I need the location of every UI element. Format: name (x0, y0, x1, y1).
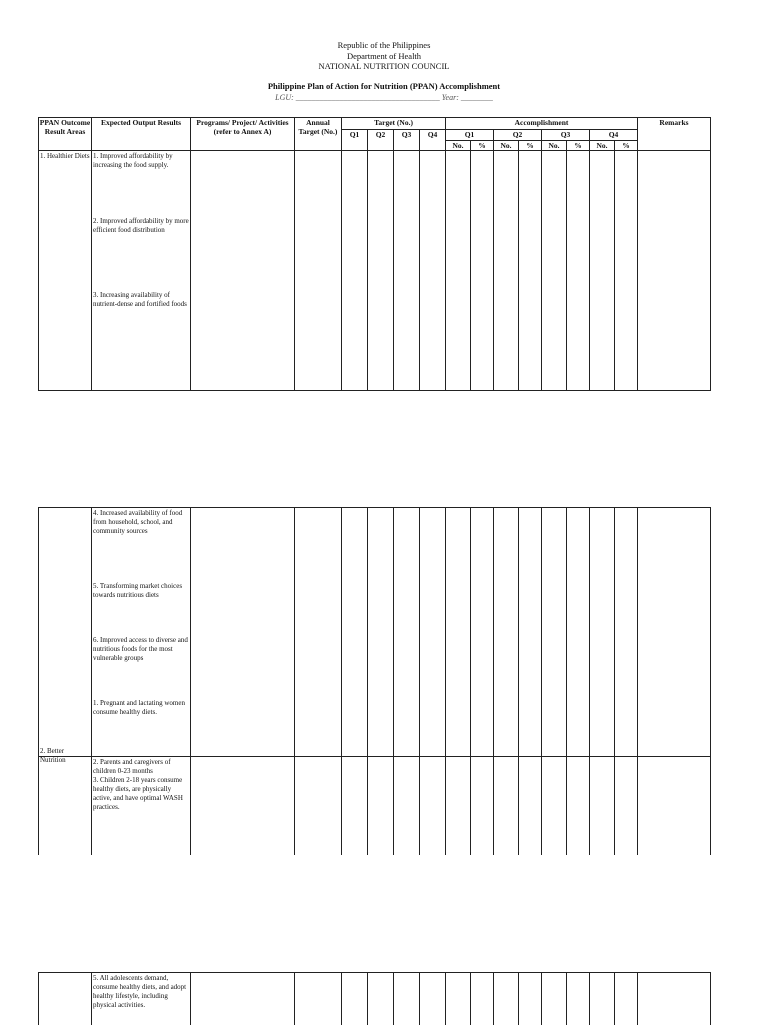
outcome-better-nutrition: 2. Better Nutrition (40, 747, 66, 764)
acc-q3-no: No. (542, 141, 567, 151)
table-row (39, 508, 711, 757)
output-item: 5. All adolescents demand, consume healthy diets, and adopt healthy lifestyle, including physical activities. (93, 974, 187, 1009)
target-q1: Q1 (342, 130, 368, 151)
col-remarks-header: Remarks (638, 118, 711, 151)
target-q2: Q2 (368, 130, 394, 151)
ppan-table-section-3 (38, 972, 711, 1025)
output-item: 1. Improved affordability by increasing the food supply. (93, 152, 173, 169)
outcome-cell (39, 151, 92, 391)
table-row (39, 973, 711, 1025)
outcome-cell (39, 973, 92, 1025)
output-item: 5. Transforming market choices towards nutritious diets (93, 582, 183, 599)
outcome-cell (39, 747, 92, 855)
col-expected-header: Expected Output Results (92, 118, 191, 151)
document-header (0, 40, 768, 103)
republic-line: Republic of the Philippines (337, 40, 431, 50)
output-item: 4. Increased availability of food from household, school, and community sources (93, 509, 183, 535)
acc-q2-no: No. (494, 141, 519, 151)
acc-q1: Q1 (446, 130, 494, 141)
output-item: 2. Parents and caregivers of children 0-23 months (93, 758, 171, 775)
table-row (39, 151, 711, 391)
expected-cell (92, 757, 191, 855)
ppan-table-section-1 (38, 117, 711, 391)
council-line: NATIONAL NUTRITION COUNCIL (318, 61, 450, 71)
acc-q2: Q2 (494, 130, 542, 141)
form-title: Philippine Plan of Action for Nutrition (PPAN) Accomplishment (267, 80, 501, 91)
col-annual-header: Annual Target (No.) (295, 118, 342, 151)
acc-q4: Q4 (590, 130, 638, 141)
acc-q3: Q3 (542, 130, 590, 141)
output-item: 3. Children 2-18 years consume healthy diets, are physically active, and have optimal WASH practices. (93, 776, 183, 811)
expected-cell (92, 973, 191, 1025)
col-programs-header: Programs/ Project/ Activities (refer to Annex A) (191, 118, 295, 151)
target-q4: Q4 (420, 130, 446, 151)
acc-q1-pct: % (471, 141, 494, 151)
lgu-year-line: LGU: ____________________________________ Year: ________ (275, 92, 493, 102)
col-accomplishment-header: Accomplishment (446, 118, 638, 130)
col-target-header: Target (No.) (342, 118, 446, 130)
expected-cell (92, 508, 191, 757)
col-outcome-header: PPAN Outcome Result Areas (39, 118, 92, 151)
outcome-healthier-diets: 1. Healthier Diets (40, 152, 90, 160)
output-item: 2. Improved affordability by more efficient food distribution (93, 217, 189, 234)
acc-q4-no: No. (590, 141, 615, 151)
acc-q3-pct: % (567, 141, 590, 151)
expected-cell (92, 151, 191, 391)
acc-q4-pct: % (615, 141, 638, 151)
acc-q2-pct: % (519, 141, 542, 151)
outcome-cell (39, 508, 92, 757)
table-row (39, 757, 711, 855)
acc-q1-no: No. (446, 141, 471, 151)
ppan-table-section-2 (38, 507, 711, 855)
output-item: 1. Pregnant and lactating women consume healthy diets. (93, 699, 185, 716)
target-q3: Q3 (394, 130, 420, 151)
output-item: 3. Increasing availability of nutrient-dense and fortified foods (93, 291, 187, 308)
department-line: Department of Health (346, 50, 422, 61)
output-item: 6. Improved access to diverse and nutritious foods for the most vulnerable groups (93, 636, 188, 662)
